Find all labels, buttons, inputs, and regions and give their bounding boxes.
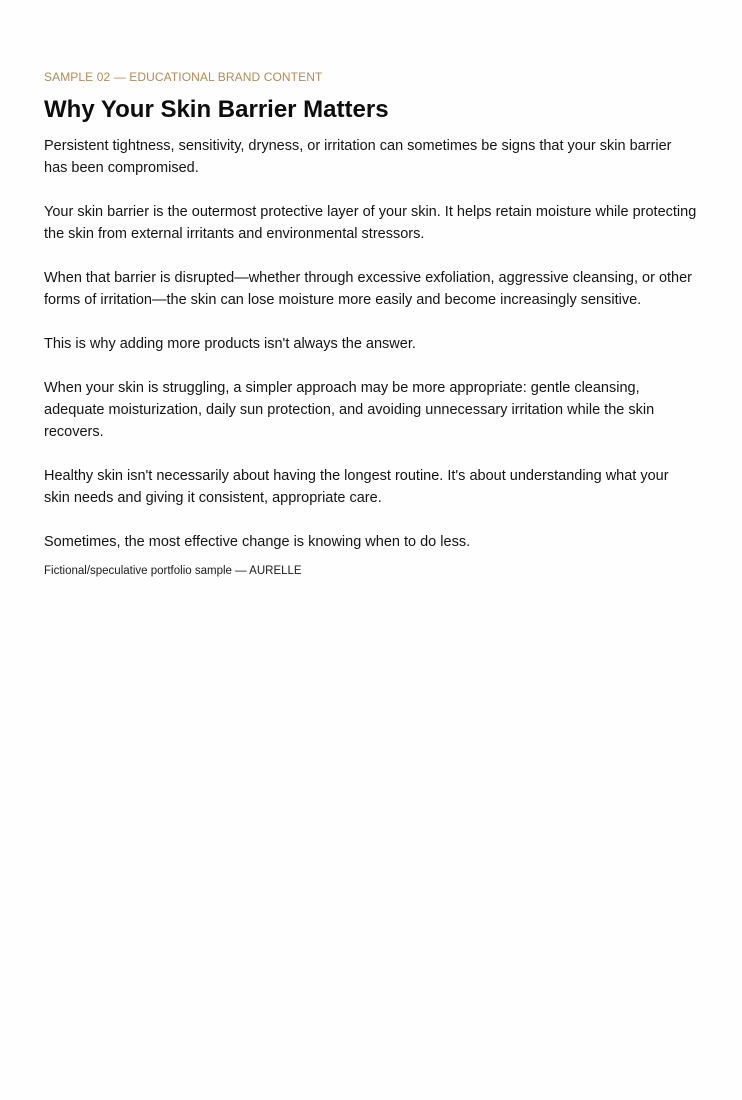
paragraph: Healthy skin isn't necessarily about having the longest routine. It's about understanding what your skin needs and giving it consistent, appropriate care.: [44, 468, 669, 506]
article-title: Why Your Skin Barrier Matters: [44, 96, 389, 123]
footer-note: Fictional/speculative portfolio sample — AURELLE: [44, 565, 302, 577]
paragraph: Persistent tightness, sensitivity, dryness, or irritation can sometimes be signs that your skin barrier has been compromised.: [44, 138, 672, 176]
article: [44, 70, 698, 578]
paragraph: When your skin is struggling, a simpler approach may be more appropriate: gentle cleansing, adequate moisturization, daily sun protection, and avoiding unnecessary irritation while the skin recovers.: [44, 380, 655, 440]
article-body: [44, 135, 698, 553]
paragraph: When that barrier is disrupted—whether through excessive exfoliation, aggressive cleansing, or other forms of irritation—the skin can lose moisture more easily and become increasingly sensitive.: [44, 270, 693, 308]
eyebrow-label: SAMPLE 02 — EDUCATIONAL BRAND CONTENT: [44, 70, 323, 84]
paragraph: Sometimes, the most effective change is knowing when to do less.: [44, 534, 471, 550]
paragraph: Your skin barrier is the outermost protective layer of your skin. It helps retain moisture while protecting the skin from external irritants and environmental stressors.: [44, 204, 697, 242]
paragraph: This is why adding more products isn't always the answer.: [44, 336, 416, 352]
